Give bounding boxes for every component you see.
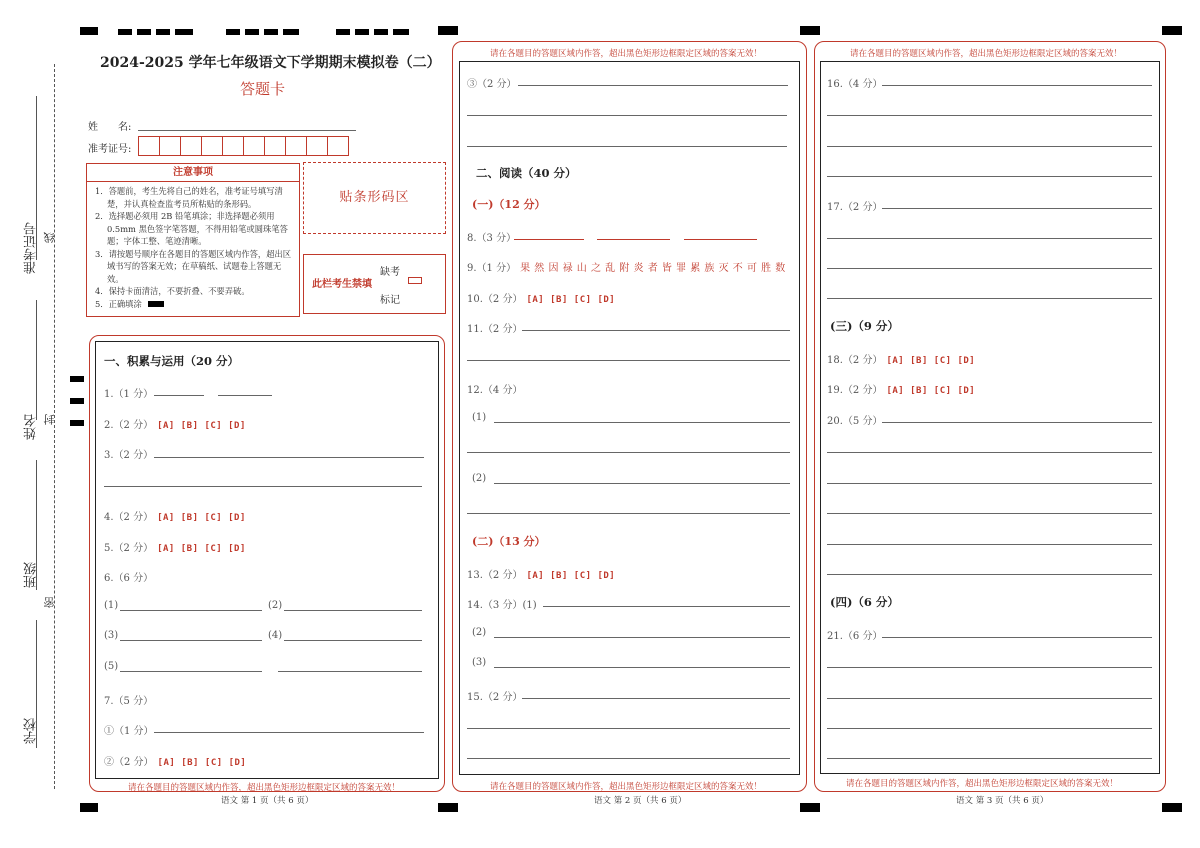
q7-3-label: ③（2 分）: [467, 79, 517, 90]
absent-reserved-label: 此栏考生禁填: [312, 279, 372, 290]
q13-options[interactable]: [A] [B] [C] [D]: [526, 571, 616, 581]
q16-answer-line-3[interactable]: [827, 146, 1152, 147]
q8-answer-line[interactable]: [514, 239, 584, 240]
exam-id-label: 准考证号:: [88, 144, 132, 155]
q20-answer-line-2[interactable]: [827, 452, 1152, 453]
q7-label: 7.（5 分）: [104, 696, 154, 707]
page1-warning: 请在各题目的答题区域内作答，超出黑色矩形边框限定区域的答案无效！: [128, 783, 401, 793]
q7-3-answer-line-3[interactable]: [467, 146, 787, 147]
q7-3-answer-line-2[interactable]: [467, 115, 787, 116]
alignment-mark: [800, 26, 820, 35]
alignment-mark: [800, 803, 820, 812]
q15-label: 15.（2 分）: [467, 692, 523, 703]
q20-label: 20.（5 分）: [827, 416, 883, 427]
q3-answer-line[interactable]: [154, 457, 424, 458]
alignment-mark: [175, 29, 193, 35]
alignment-mark: [438, 26, 458, 35]
sidebar-name-label: 姓名: [24, 414, 39, 440]
name-input[interactable]: [138, 130, 356, 131]
q6-4-label: (4): [268, 630, 283, 641]
absent-checkbox[interactable]: [408, 277, 422, 284]
q8-answer-line-3[interactable]: [684, 239, 757, 240]
page2-footer: 语文 第 2 页（共 6 页）: [594, 796, 687, 806]
q17-answer-line-2[interactable]: [827, 238, 1152, 239]
q21-answer-line[interactable]: [882, 637, 1152, 638]
alignment-mark: [374, 29, 388, 35]
q9-sentence[interactable]: 果 然 因 禄 山 之 乱 附 炎 者 皆 罪 累 族 灭 不 可 胜 数: [520, 263, 786, 274]
q13-label: 13.（2 分） [A] [B] [C] [D]: [467, 570, 616, 581]
subsection-title-2: (二)（13 分）: [472, 535, 546, 548]
q3-label: 3.（2 分）: [104, 450, 154, 461]
alignment-mark: [245, 29, 259, 35]
notice-item: 2．选择题必须用 2B 铅笔填涂；非选择题必须用 0.5mm 黑色签字笔答题，不得用铅笔或圆珠笔答题；字体工整、笔迹清晰。: [95, 211, 288, 246]
q2-label: 2.（2 分） [A] [B] [C] [D]: [104, 420, 246, 431]
q6-4-answer-line[interactable]: [284, 640, 422, 641]
seal-line: [54, 64, 55, 789]
page-title: 2024-2025 学年七年级语文下学期期末模拟卷（二）: [100, 55, 441, 71]
alignment-mark: [438, 803, 458, 812]
q4-label: 4.（2 分） [A] [B] [C] [D]: [104, 512, 246, 523]
q17-answer-line[interactable]: [882, 208, 1152, 209]
sidebar-exam-id-label: 准考证号: [24, 222, 39, 274]
alignment-mark: [336, 29, 350, 35]
q7-1-label: ①（1 分）: [104, 726, 154, 737]
q8-label: 8.（3 分）: [467, 233, 517, 244]
q1-answer-line[interactable]: [154, 395, 204, 396]
alignment-mark: [1162, 803, 1182, 812]
q11-answer-line[interactable]: [522, 330, 790, 331]
q21-label: 21.（6 分）: [827, 631, 883, 642]
name-label: 姓 名:: [88, 122, 132, 133]
name-write-line: [36, 300, 37, 420]
q1-label: 1.（1 分）: [104, 389, 154, 400]
alignment-mark: [156, 29, 170, 35]
q6-1-label: (1): [104, 600, 119, 611]
q20-answer-line-3[interactable]: [827, 483, 1152, 484]
alignment-mark: [70, 376, 84, 382]
q18-label: 18.（2 分） [A] [B] [C] [D]: [827, 355, 976, 366]
notice-box: [86, 163, 300, 317]
subsection-title-1: (一)（12 分）: [472, 198, 546, 211]
page3-bottom-warning: 请在各题目的答题区域内作答，超出黑色矩形边框限定区域的答案无效！: [846, 779, 1119, 789]
q1-answer-line-2[interactable]: [218, 395, 272, 396]
page1-footer: 语文 第 1 页（共 6 页）: [221, 796, 314, 806]
q7-2-options[interactable]: [A] [B] [C] [D]: [157, 758, 247, 768]
alignment-mark: [70, 398, 84, 404]
q6-5-answer-line[interactable]: [120, 671, 262, 672]
q4-options[interactable]: [A] [B] [C] [D]: [157, 513, 246, 523]
q6-3-answer-line[interactable]: [120, 640, 262, 641]
page3-footer: 语文 第 3 页（共 6 页）: [956, 796, 1049, 806]
alignment-mark: [393, 29, 409, 35]
notice-item: 1．答题前，考生先将自己的姓名，准考证号填写清楚，并认真检查监考员所粘贴的条形码。: [95, 186, 283, 209]
q6-1-answer-line[interactable]: [120, 610, 262, 611]
alignment-mark: [118, 29, 132, 35]
q14-3-answer-line[interactable]: [494, 667, 790, 668]
q5-options[interactable]: [A] [B] [C] [D]: [157, 544, 246, 554]
q10-options[interactable]: [A] [B] [C] [D]: [526, 295, 616, 305]
alignment-mark: [137, 29, 151, 35]
seal-mark-secret: 密: [43, 597, 56, 608]
page3-top-warning: 请在各题目的答题区域内作答，超出黑色矩形边框限定区域的答案无效！: [850, 49, 1123, 59]
barcode-area: [303, 162, 446, 234]
q9-label: 9.（1 分） 果 然 因 禄 山 之 乱 附 炎 者 皆 罪 累 族 灭 不 可 胜 数: [467, 263, 786, 274]
q6-2-label: (2): [268, 600, 283, 611]
q14-2-label: (2): [472, 627, 487, 638]
q6-5-label: (5): [104, 661, 119, 672]
q16-answer-line[interactable]: [882, 85, 1152, 86]
q12-1-answer-line[interactable]: [494, 422, 790, 423]
q14-1-answer-line[interactable]: [543, 606, 790, 607]
q5-label: 5.（2 分） [A] [B] [C] [D]: [104, 543, 246, 554]
q14-2-answer-line[interactable]: [494, 637, 790, 638]
q10-label: 10.（2 分） [A] [B] [C] [D]: [467, 294, 616, 305]
q17-answer-line-4[interactable]: [827, 298, 1152, 299]
q18-options[interactable]: [A] [B] [C] [D]: [886, 356, 976, 366]
q11-answer-line-2[interactable]: [467, 360, 790, 361]
q16-answer-line-2[interactable]: [827, 115, 1152, 116]
q14-3-label: (3): [472, 657, 487, 668]
section-title-2: 二、阅读（40 分）: [476, 166, 577, 180]
sidebar-school-label: 学校: [24, 718, 39, 744]
q20-answer-line-5[interactable]: [827, 544, 1152, 545]
q7-2-label: ②（2 分） [A] [B] [C] [D]: [104, 757, 247, 768]
q12-label: 12.（4 分）: [467, 385, 523, 396]
q12-1-answer-line-2[interactable]: [467, 452, 790, 453]
q6-2-answer-line[interactable]: [284, 610, 422, 611]
alignment-mark: [264, 29, 278, 35]
q12-2-label: (2): [472, 473, 487, 484]
q6-3-label: (3): [104, 630, 119, 641]
q3-answer-line-2[interactable]: [104, 486, 422, 487]
q12-2-answer-line-2[interactable]: [467, 513, 790, 514]
notice-item: 5．正确填涂: [91, 298, 293, 311]
q19-options[interactable]: [A] [B] [C] [D]: [886, 386, 976, 396]
barcode-area-label: 贴条形码区: [339, 190, 410, 205]
notice-item: 3．请按题号顺序在各题目的答题区域内作答，超出区域书写的答案无效；在草稿纸、试题卷上答题无效。: [95, 248, 292, 284]
q14-label: 14.（3 分）(1): [467, 600, 537, 611]
seal-mark-line: 线: [43, 232, 56, 243]
alignment-mark: [226, 29, 240, 35]
q17-answer-line-3[interactable]: [827, 268, 1152, 269]
filled-sample-icon: [148, 301, 164, 307]
seal-mark-seal: 封: [43, 414, 56, 425]
alignment-mark: [283, 29, 299, 35]
q12-2-answer-line[interactable]: [494, 483, 790, 484]
sidebar-class-label: 班级: [24, 562, 39, 588]
q19-label: 19.（2 分） [A] [B] [C] [D]: [827, 385, 976, 396]
notice-item: 4．保持卡面清洁，不要折叠、不要弄破。: [95, 286, 250, 296]
absent-label-2: 标记: [380, 295, 400, 306]
exam-id-boxes[interactable]: [138, 136, 348, 156]
q16-answer-line-4[interactable]: [827, 176, 1152, 177]
q7-1-answer-line[interactable]: [154, 732, 424, 733]
q15-answer-line-3[interactable]: [467, 758, 790, 759]
alignment-mark: [70, 420, 84, 426]
alignment-mark: [80, 803, 98, 812]
q15-answer-line[interactable]: [522, 698, 790, 699]
q21-answer-line-3[interactable]: [827, 698, 1152, 699]
absent-label: 缺考: [380, 267, 400, 278]
q7-3-answer-line[interactable]: [518, 85, 788, 86]
alignment-mark: [355, 29, 369, 35]
q17-label: 17.（2 分）: [827, 202, 883, 213]
page-subtitle: 答题卡: [240, 80, 286, 98]
q20-answer-line-4[interactable]: [827, 513, 1152, 514]
q8-answer-line-2[interactable]: [597, 239, 670, 240]
q11-label: 11.（2 分）: [467, 324, 523, 335]
absent-box: [303, 254, 446, 314]
q15-answer-line-2[interactable]: [467, 728, 790, 729]
q16-label: 16.（4 分）: [827, 79, 883, 90]
q6-6-answer-line[interactable]: [278, 671, 422, 672]
notice-title: 注意事项: [87, 164, 299, 182]
q20-answer-line[interactable]: [882, 422, 1152, 423]
q20-answer-line-6[interactable]: [827, 574, 1152, 575]
q21-answer-line-2[interactable]: [827, 667, 1152, 668]
q21-answer-line-4[interactable]: [827, 728, 1152, 729]
section-title-1: 一、积累与运用（20 分）: [104, 354, 240, 368]
page1-answer-frame: [95, 341, 439, 779]
page2-top-warning: 请在各题目的答题区域内作答，超出黑色矩形边框限定区域的答案无效！: [490, 49, 763, 59]
page2-bottom-warning: 请在各题目的答题区域内作答，超出黑色矩形边框限定区域的答案无效！: [490, 782, 763, 792]
q2-options[interactable]: [A] [B] [C] [D]: [157, 421, 246, 431]
subsection-title-3: (三)（9 分）: [830, 319, 899, 333]
q21-answer-line-5[interactable]: [827, 758, 1152, 759]
alignment-mark: [80, 27, 98, 35]
subsection-title-4: (四)（6 分）: [830, 595, 899, 609]
q6-label: 6.（6 分）: [104, 573, 154, 584]
q12-1-label: (1): [472, 412, 487, 423]
alignment-mark: [1162, 26, 1182, 35]
